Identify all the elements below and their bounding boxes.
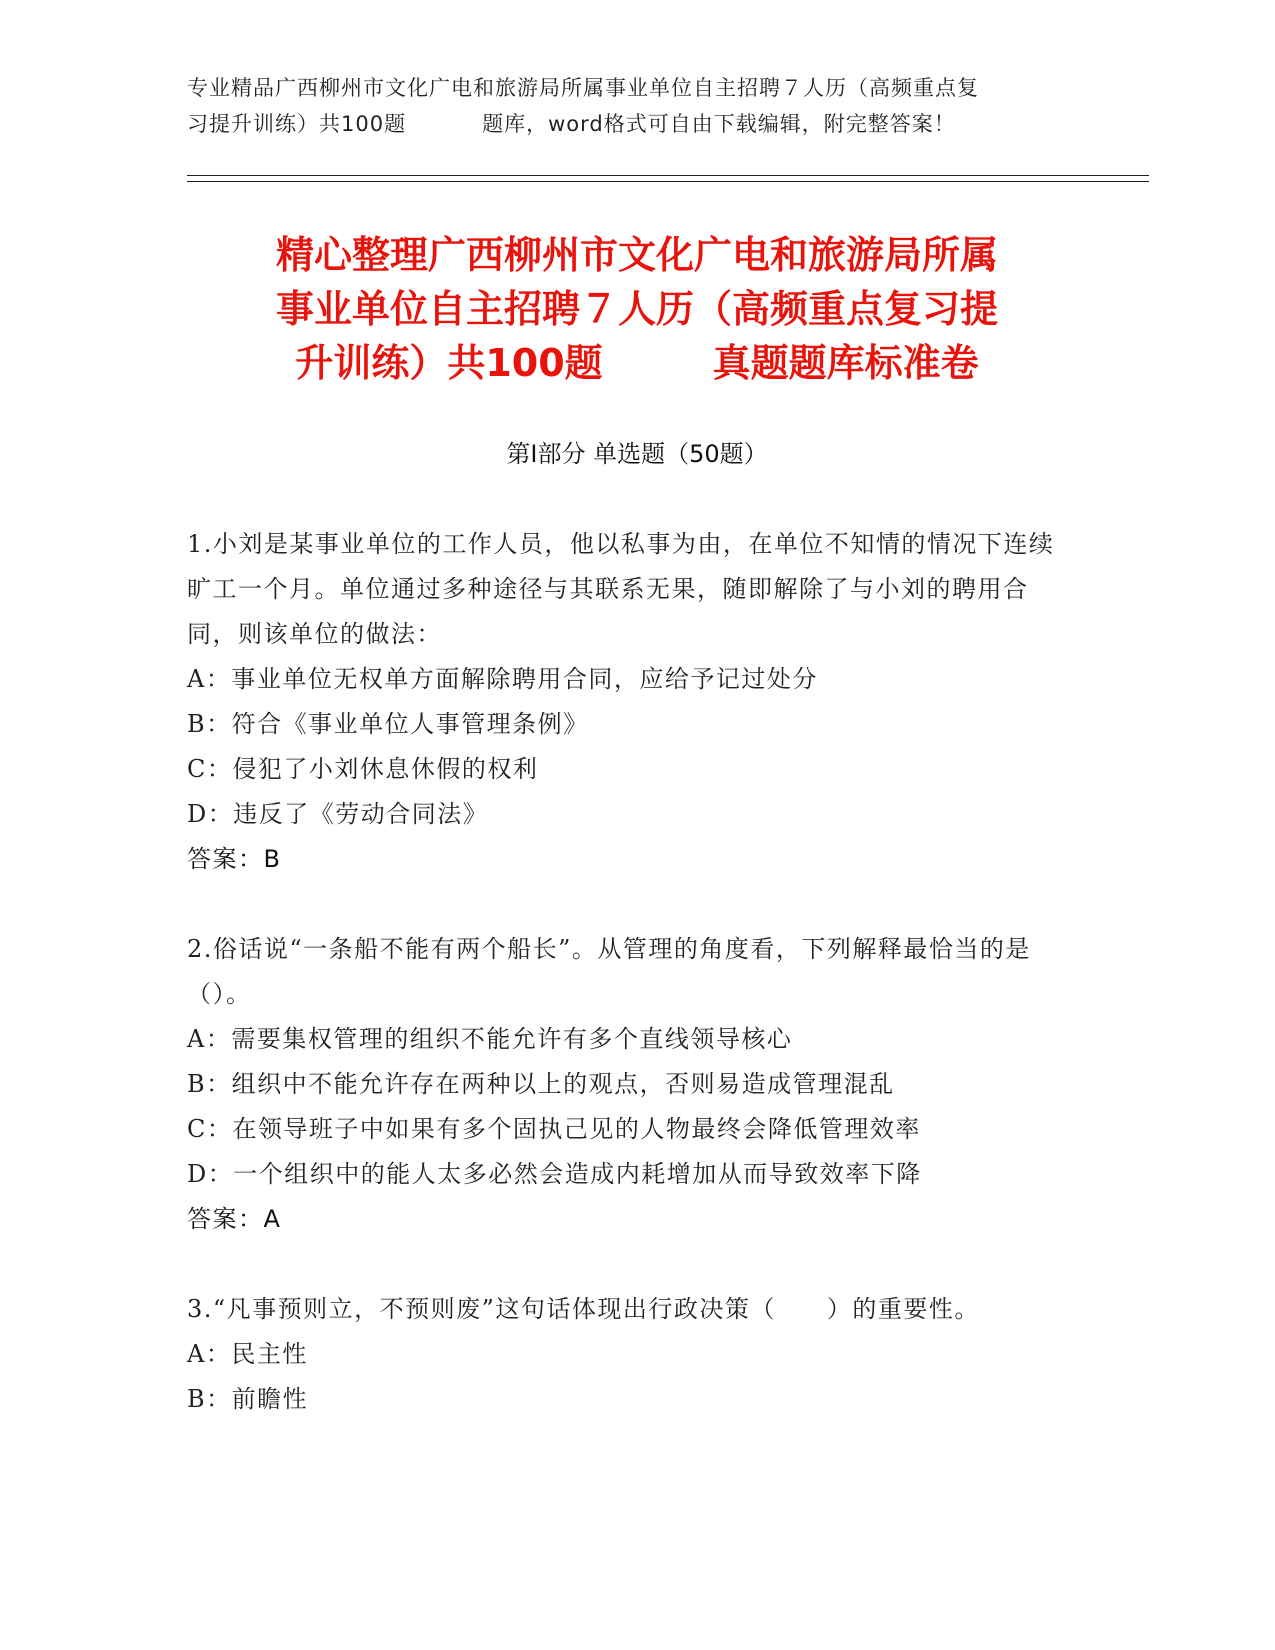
option-d: D：违反了《劳动合同法》: [187, 800, 489, 828]
title-line-1: 精心整理广西柳州市文化广电和旅游局所属: [275, 233, 998, 277]
section-heading: 第Ⅰ部分 单选题（50题）: [506, 440, 768, 468]
question-text: 1.小刘是某事业单位的工作人员，他以私事为由，在单位不知情的情况下连续旷工一个月。单位通过多种途径与其联系无果，随即解除了与小刘的聘用合同，则该单位的做法：: [187, 530, 1055, 648]
questions-list: [187, 522, 1067, 1422]
option-b: B：符合《事业单位人事管理条例》: [187, 710, 589, 738]
title-line-3: [187, 336, 1087, 390]
option-a: A：需要集权管理的组织不能允许有多个直线领导核心: [187, 1025, 793, 1053]
question-item: [187, 1287, 1067, 1422]
answer: 答案：B: [187, 845, 282, 873]
option-c: C：侵犯了小刘休息休假的权利: [187, 755, 539, 783]
title-line-3-part-2: 真题题库标准卷: [712, 341, 979, 385]
option-b: B：前瞻性: [187, 1385, 309, 1413]
header-line-2: [187, 106, 1087, 142]
question-item: [187, 927, 1067, 1242]
question-item: [187, 522, 1067, 882]
title-line-2: 事业单位自主招聘７人历（高频重点复习提: [275, 287, 998, 331]
question-text: 2.俗话说“一条船不能有两个船长”。从管理的角度看，下列解释最恰当的是（）。: [187, 935, 1031, 1008]
header-line-2-part-1: 习提升训练）共100题: [187, 112, 407, 136]
header-divider-top: [187, 175, 1149, 176]
answer: 答案：A: [187, 1205, 282, 1233]
title-line-3-part-1: 升训练）共100题: [295, 341, 603, 385]
option-b: B：组织中不能允许存在两种以上的观点，否则易造成管理混乱: [187, 1070, 895, 1098]
option-d: D：一个组织中的能人太多必然会造成内耗增加从而导致效率下降: [187, 1160, 922, 1188]
header-line-2-part-2: 题库，word格式可自由下载编辑，附完整答案！: [482, 112, 956, 136]
question-text: 3.“凡事预则立，不预则废”这句话体现出行政决策（ ）的重要性。: [187, 1295, 980, 1323]
option-c: C：在领导班子中如果有多个固执己见的人物最终会降低管理效率: [187, 1115, 921, 1143]
option-a: A：民主性: [187, 1340, 308, 1368]
header-divider-bottom: [187, 181, 1149, 182]
document-title: [187, 228, 1087, 390]
page-header: [187, 70, 1087, 142]
option-a: A：事业单位无权单方面解除聘用合同，应给予记过处分: [187, 665, 818, 693]
header-line-1: 专业精品广西柳州市文化广电和旅游局所属事业单位自主招聘７人历（高频重点复: [187, 76, 979, 100]
